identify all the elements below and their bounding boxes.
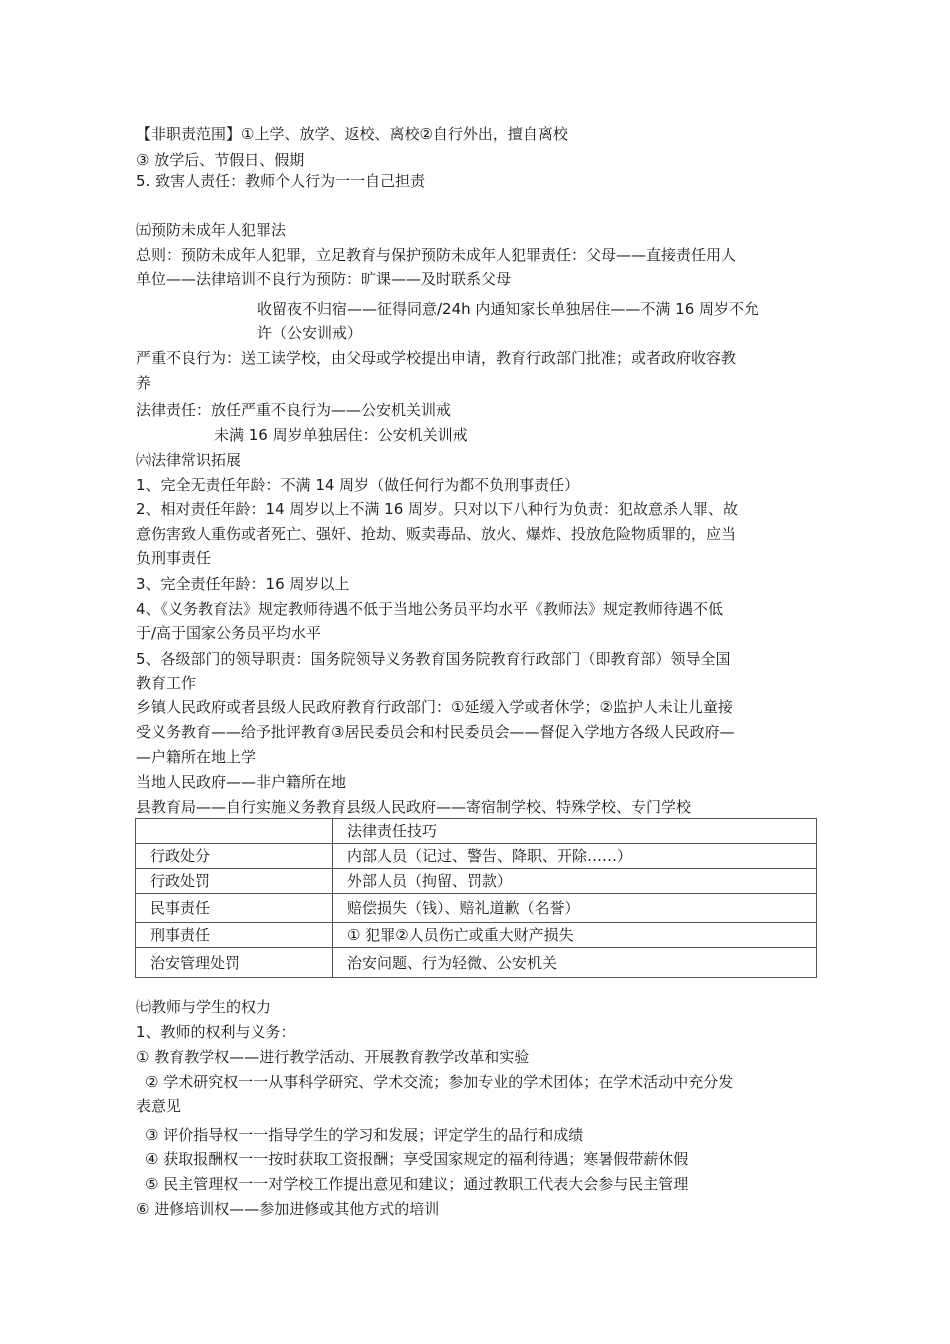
text-line: 法律责任：放任严重不良行为——公安机关训戒 <box>136 401 452 419</box>
text-line: 负刑事责任 <box>136 549 212 567</box>
list-item: ① 教育教学权——进行教学活动、开展教育教学改革和实验 <box>136 1048 530 1066</box>
table-cell: 外部人员（拘留、罚款） <box>333 869 817 894</box>
table-header-row <box>136 819 817 844</box>
table-row <box>136 869 817 894</box>
text-line: ③ 放学后、节假日、假期 <box>136 151 305 169</box>
table-cell: 行政处罚 <box>136 869 333 894</box>
text-line: 4、《义务教育法》规定教师待遇不低于当地公务员平均水平《教师法》规定教师待遇不低 <box>136 600 724 618</box>
table-cell: 赔偿损失（钱）、赔礼道歉（名誉） <box>333 894 817 923</box>
text-line: 【非职责范围】①上学、放学、返校、离校②自行外出，擅自离校 <box>136 125 568 143</box>
text-line: 县教育局——自行实施义务教育县级人民政府——寄宿制学校、特殊学校、专门学校 <box>136 798 692 816</box>
text-line: 5、各级部门的领导职责：国务院领导义务教育国务院教育行政部门（即教育部）领导全国 <box>136 650 731 668</box>
text-line: 总则：预防未成年人犯罪，立足教育与保护预防未成年人犯罪责任：父母——直接责任用人 <box>136 246 737 264</box>
text-line: —户籍所在地上学 <box>136 748 257 766</box>
section-heading: ㈤预防未成年人犯罪法 <box>136 221 287 239</box>
table-cell: 内部人员（记过、警告、降职、开除……） <box>333 844 817 869</box>
text-line: 教育工作 <box>136 674 197 692</box>
text-line: 乡镇人民政府或者县级人民政府教育行政部门：①延缓入学或者休学；②监护人未让儿童接 <box>136 698 733 716</box>
table-cell: 治安管理处罚 <box>136 948 333 978</box>
text-line: 3、完全责任年龄：16 周岁以上 <box>136 575 350 593</box>
table-row <box>136 894 817 923</box>
list-item: ④ 获取报酬权一一按时获取工资报酬；享受国家规定的福利待遇；寒暑假带薪休假 <box>145 1150 689 1168</box>
list-item: ⑤ 民主管理权一一对学校工作提出意见和建议；通过教职工代表大会参与民主管理 <box>145 1175 689 1193</box>
section-heading: ㈦教师与学生的权力 <box>136 998 272 1016</box>
text-line: 当地人民政府——非户籍所在地 <box>136 773 347 791</box>
text-line: 2、相对责任年龄：14 周岁以上不满 16 周岁。只对以下八种行为负责：犯故意杀人罪、故 <box>136 500 739 518</box>
table-cell <box>136 819 333 844</box>
table-header-cell: 法律责任技巧 <box>333 819 817 844</box>
table-cell: 刑事责任 <box>136 923 333 948</box>
table-cell: 行政处分 <box>136 844 333 869</box>
table-cell: ① 犯罪②人员伤亡或重大财产损失 <box>333 923 817 948</box>
text-line: 收留夜不归宿——征得同意/24h 内通知家长单独居住——不满 16 周岁不允 <box>257 300 760 318</box>
text-line: 1、教师的权利与义务： <box>136 1023 296 1041</box>
list-item: ② 学术研究权一一从事科学研究、学术交流；参加专业的学术团体；在学术活动中充分发 <box>145 1073 734 1091</box>
table-cell: 民事责任 <box>136 894 333 923</box>
text-line: 单位——法律培训不良行为预防：旷课——及时联系父母 <box>136 270 512 288</box>
list-item: ⑥ 进修培训权——参加进修或其他方式的培训 <box>136 1200 440 1218</box>
table-row <box>136 923 817 948</box>
section-heading: ㈥法律常识拓展 <box>136 451 242 469</box>
table-row <box>136 844 817 869</box>
list-item: ③ 评价指导权一一指导学生的学习和发展；评定学生的品行和成绩 <box>145 1126 584 1144</box>
text-line: 养 <box>136 374 152 392</box>
text-line: 许（公安训戒） <box>257 324 363 342</box>
text-line: 严重不良行为：送工读学校，由父母或学校提出申请，教育行政部门批准；或者政府收容教 <box>136 349 737 367</box>
text-line: 于/高于国家公务员平均水平 <box>136 624 322 642</box>
text-line: 未满 16 周岁单独居住：公安机关训戒 <box>214 426 468 444</box>
text-line: 表意见 <box>136 1097 182 1115</box>
text-line: 受义务教育——给予批评教育③居民委员会和村民委员会——督促入学地方各级人民政府— <box>136 723 735 741</box>
text-line: 1、完全无责任年龄：不满 14 周岁（做任何行为都不负刑事责任） <box>136 476 580 494</box>
text-line: 5. 致害人责任：教师个人行为一一自己担责 <box>136 172 426 190</box>
text-line: 意伤害致人重伤或者死亡、强奸、抢劫、贩卖毒品、放火、爆炸、投放危险物质罪的，应当 <box>136 525 737 543</box>
legal-liability-table <box>135 818 817 978</box>
table-row <box>136 948 817 978</box>
table-cell: 治安问题、行为轻微、公安机关 <box>333 948 817 978</box>
